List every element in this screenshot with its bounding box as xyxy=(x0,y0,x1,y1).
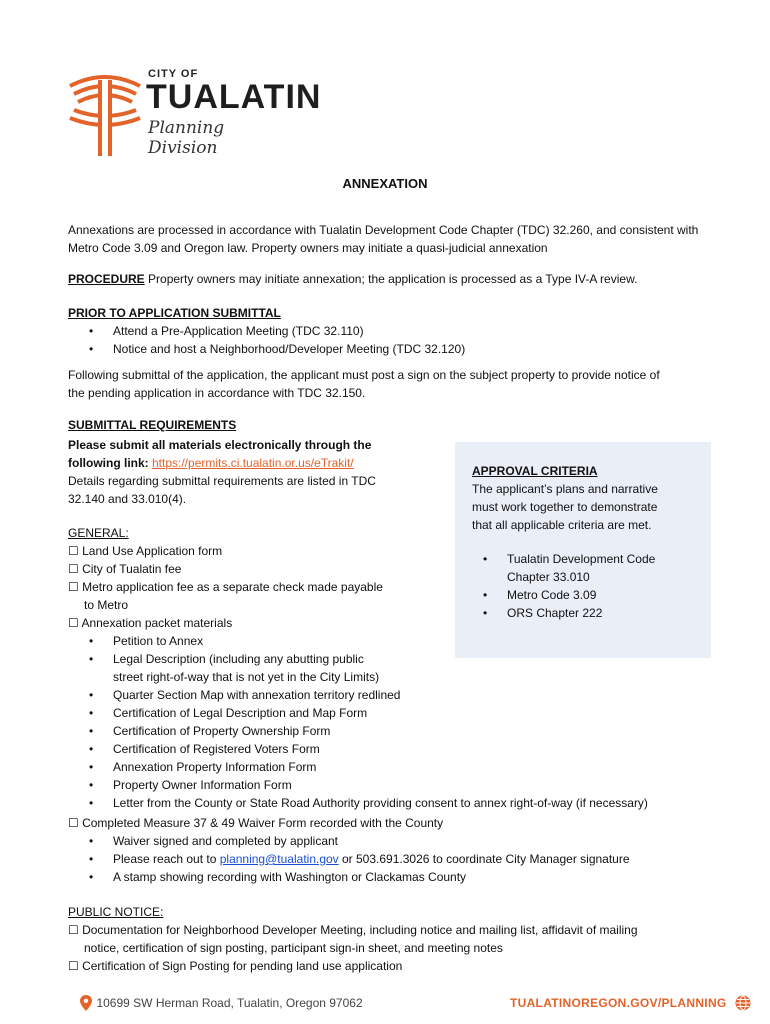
list-item: • Property Owner Information Form xyxy=(113,776,733,794)
prior-list xyxy=(113,322,465,358)
list-item: • Notice and host a Neighborhood/Developer Meeting (TDC 32.120) xyxy=(113,340,465,358)
general-heading: GENERAL: xyxy=(68,526,129,540)
list-item xyxy=(113,650,733,686)
tualatin-logo-icon xyxy=(66,66,144,156)
list-item: • Quarter Section Map with annexation territory redlined xyxy=(113,686,733,704)
procedure xyxy=(68,270,637,288)
waiver-pre: Please reach out to xyxy=(113,852,220,866)
checkbox-item: ☐ Certification of Sign Posting for pending land use application xyxy=(68,957,402,975)
logo-planning-division: Planning Division xyxy=(148,118,225,158)
map-pin-icon xyxy=(80,995,92,1011)
approval-line-2: must work together to demonstrate xyxy=(472,500,658,514)
footer-site xyxy=(510,994,751,1012)
approval-item-1a: Tualatin Development Code xyxy=(507,552,656,566)
submittal-details-1: Details regarding submittal requirements are listed in TDC xyxy=(68,474,376,488)
checkbox-item: ☐ Documentation for Neighborhood Developer Meeting, including notice and mailing list, affidavit of mailing xyxy=(68,921,638,939)
approval-line-1: The applicant’s plans and narrative xyxy=(472,482,658,496)
list-item: • Certification of Registered Voters Form xyxy=(113,740,733,758)
intro-line-1: Annexations are processed in accordance with Tualatin Development Code Chapter (TDC) 32.260, and consistent with xyxy=(68,223,699,237)
checkbox-item: ☐ Completed Measure 37 & 49 Waiver Form recorded with the County xyxy=(68,814,443,832)
list-item xyxy=(507,550,655,586)
logo xyxy=(66,66,322,158)
checkbox-item: ☐ Land Use Application form xyxy=(68,542,222,560)
list-item: • Annexation Property Information Form xyxy=(113,758,733,776)
list-item: • Certification of Legal Description and Map Form xyxy=(113,704,733,722)
prior-heading: PRIOR TO APPLICATION SUBMITTAL xyxy=(68,306,281,320)
waiver-post: or 503.691.3026 to coordinate City Manager signature xyxy=(338,852,630,866)
footer-address-text: 10699 SW Herman Road, Tualatin, Oregon 97062 xyxy=(96,996,363,1010)
approval-criteria-box xyxy=(455,442,711,658)
procedure-text: Property owners may initiate annexation; the application is processed as a Type IV-A review. xyxy=(144,272,638,286)
list-item: • Waiver signed and completed by applicant xyxy=(113,832,733,850)
packet-list xyxy=(113,632,733,812)
page-title: ANNEXATION xyxy=(342,176,428,191)
approval-list xyxy=(507,550,655,622)
checkbox-item: ☐ Annexation packet materials xyxy=(68,614,232,632)
checkbox-item: ☐ Metro application fee as a separate check made payable xyxy=(68,578,383,596)
footer-address xyxy=(80,994,363,1012)
list-item: • Metro Code 3.09 xyxy=(507,586,655,604)
submittal-bold-1: Please submit all materials electronically through the xyxy=(68,438,372,452)
approval-heading: APPROVAL CRITERIA xyxy=(472,464,598,478)
approval-line-3: that all applicable criteria are met. xyxy=(472,518,652,532)
following-line-2: the pending application in accordance with TDC 32.150. xyxy=(68,386,366,400)
list-item xyxy=(113,850,733,868)
globe-icon xyxy=(735,995,751,1011)
list-item: • ORS Chapter 222 xyxy=(507,604,655,622)
packet-item-2b: street right-of-way that is not yet in the City Limits) xyxy=(113,670,380,684)
email-link[interactable]: planning@tualatin.gov xyxy=(219,852,339,866)
checkbox-item-cont: to Metro xyxy=(84,598,129,612)
procedure-label: PROCEDURE xyxy=(68,272,145,286)
list-item: • Petition to Annex xyxy=(113,632,733,650)
logo-city-of: CITY OF xyxy=(148,68,199,80)
submittal-details-2: 32.140 and 33.010(4). xyxy=(68,492,187,506)
footer-site-link[interactable]: TUALATINOREGON.GOV/PLANNING xyxy=(510,996,727,1010)
waiver-list xyxy=(113,832,733,886)
following-line-1: Following submittal of the application, the applicant must post a sign on the subject property to provide notice of xyxy=(68,368,660,382)
checkbox-item-cont: notice, certification of sign posting, participant sign-in sheet, and meeting notes xyxy=(84,941,503,955)
list-item: • A stamp showing recording with Washington or Clackamas County xyxy=(113,868,733,886)
submittal-link-line xyxy=(68,454,354,472)
etrakit-link[interactable]: https://permits.ci.tualatin.or.us/eTrakit/ xyxy=(152,456,354,470)
submittal-heading: SUBMITTAL REQUIREMENTS xyxy=(68,418,237,432)
approval-item-1b: Chapter 33.010 xyxy=(507,570,590,584)
list-item: • Letter from the County or State Road Authority providing consent to annex right-of-way (if necessary) xyxy=(113,794,733,812)
submittal-bold-2: following link: xyxy=(68,456,152,470)
list-item: • Certification of Property Ownership Form xyxy=(113,722,733,740)
logo-tualatin: TUALATIN xyxy=(146,78,322,116)
intro-line-2: Metro Code 3.09 and Oregon law. Property owners may initiate a quasi-judicial annexation xyxy=(68,241,548,255)
public-notice-heading: PUBLIC NOTICE: xyxy=(68,905,164,919)
list-item: • Attend a Pre-Application Meeting (TDC 32.110) xyxy=(113,322,465,340)
packet-item-2a: Legal Description (including any abutting public xyxy=(113,652,364,666)
checkbox-item: ☐ City of Tualatin fee xyxy=(68,560,181,578)
